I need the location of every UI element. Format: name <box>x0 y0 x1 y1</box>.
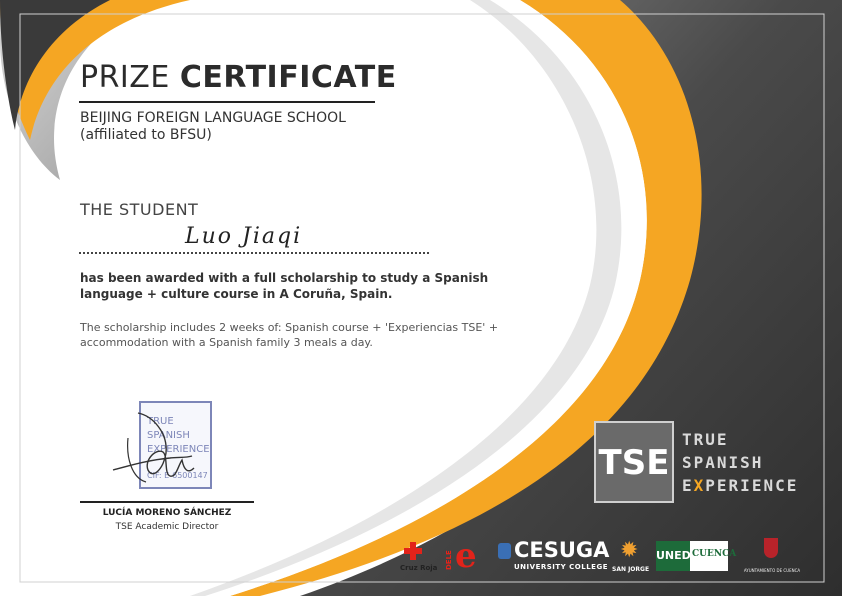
stamp-line-1: TRUE <box>147 416 174 427</box>
brand-word-true: TRUE <box>682 430 729 449</box>
san-jorge-logo <box>612 538 648 578</box>
cesuga-label: CESUGA <box>514 538 610 562</box>
award-statement: has been awarded with a full scholarship to study a Spanish language + culture course in A Coruña, Spain. <box>80 271 489 301</box>
cesuga-logo <box>498 538 610 580</box>
signature-line <box>80 501 254 503</box>
dele-logo <box>445 538 489 578</box>
stamp-line-4: CIF: E-6500147 <box>147 471 208 480</box>
student-label: THE STUDENT <box>80 200 199 219</box>
uned-label: UNED <box>656 541 690 571</box>
tse-abbreviation: TSE <box>598 443 670 483</box>
school-affiliation: (affiliated to BFSU) <box>80 127 212 143</box>
san-jorge-star-icon: ✹ <box>620 538 639 563</box>
coat-of-arms-icon <box>764 538 778 558</box>
title-divider <box>79 101 375 103</box>
dele-label: DELE <box>445 550 453 570</box>
certificate-title <box>80 60 397 95</box>
cesuga-sublabel: UNIVERSITY COLLEGE <box>514 563 608 571</box>
stamp-line-2: SPANISH <box>147 430 190 441</box>
brand-word-experience-rest: PERIENCE <box>705 476 799 495</box>
san-jorge-label: SAN JORGE <box>612 566 650 573</box>
brand-word-experience-e: E <box>682 476 694 495</box>
school-name: BEIJING FOREIGN LANGUAGE SCHOOL <box>80 110 346 126</box>
title-prefix: PRIZE <box>80 60 180 95</box>
brand-word-experience <box>682 476 798 495</box>
name-underline <box>79 252 429 254</box>
cesuga-shield-icon <box>498 543 511 559</box>
stamp-line-3: EXPERIENCE <box>147 444 210 455</box>
cruz-roja-label: Cruz Roja <box>400 564 438 572</box>
dele-e-icon: e <box>455 536 477 576</box>
cruz-roja-logo <box>400 540 438 580</box>
uned-cuenca-logo <box>656 541 737 571</box>
signer-name: LUCÍA MORENO SÁNCHEZ <box>102 508 232 518</box>
ayuntamiento-label: AYUNTAMIENTO DE CUENCA <box>743 568 801 573</box>
student-name: Luo Jiaqi <box>185 224 303 249</box>
brand-word-experience-x: X <box>693 476 706 495</box>
tse-logo <box>594 421 674 503</box>
scholarship-description: The scholarship includes 2 weeks of: Spanish course + 'Experiencias TSE' + accommodation with a Spanish family 3 meals a day. <box>80 321 499 349</box>
signer-role: TSE Academic Director <box>115 522 219 532</box>
title-main: CERTIFICATE <box>179 60 397 95</box>
brand-word-spanish: SPANISH <box>682 453 764 472</box>
school-block <box>80 110 346 144</box>
cuenca-label: CUENCA <box>692 549 737 559</box>
ayuntamiento-cuenca-logo <box>736 538 808 578</box>
director-signature <box>108 408 208 493</box>
